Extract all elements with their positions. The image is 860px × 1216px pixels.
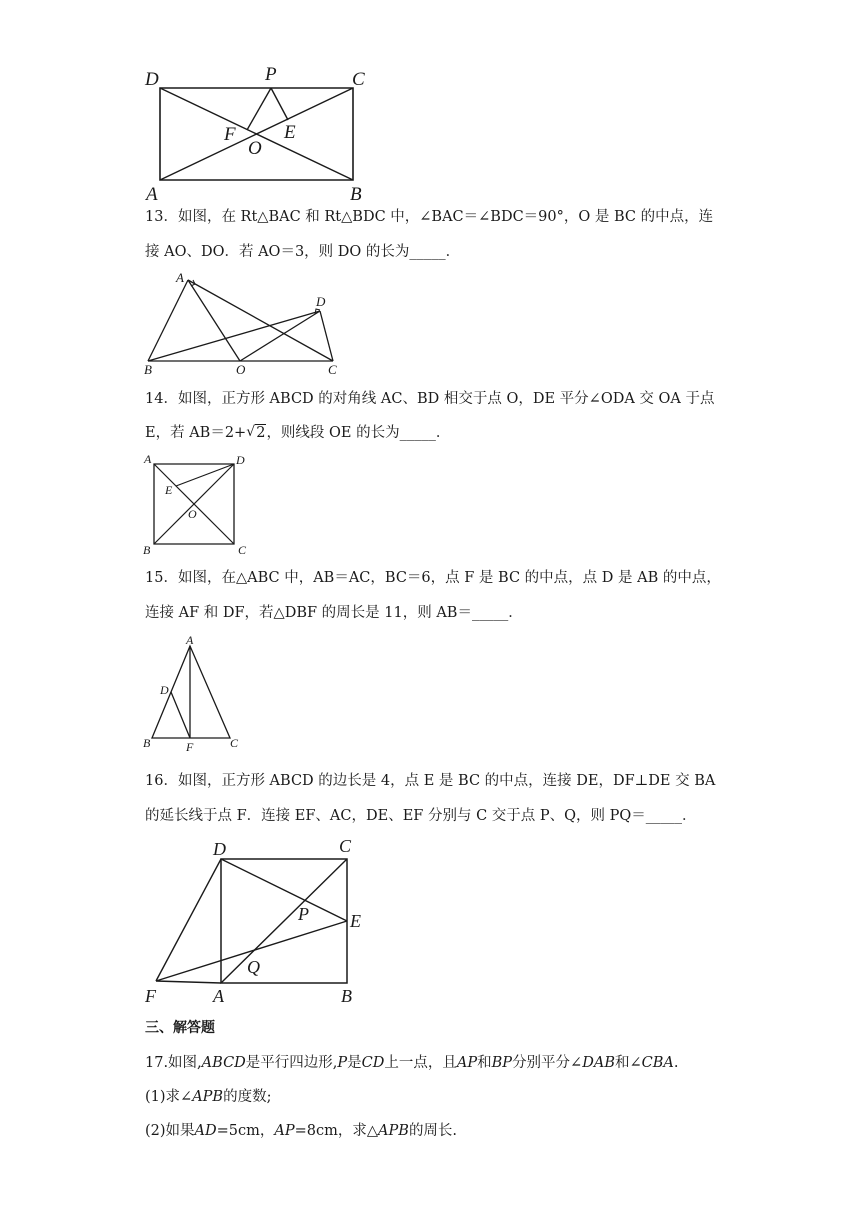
- fig12-label-o: O: [248, 138, 262, 159]
- fig13-label-b: B: [144, 362, 152, 377]
- fig12-label-e: E: [284, 122, 296, 143]
- fig13-label-o: O: [236, 362, 246, 377]
- fig15-label-f: F: [186, 740, 194, 754]
- fig12-label-p: P: [265, 64, 277, 85]
- fig12-segment-pe: [271, 88, 288, 120]
- q17-var: ABCD: [201, 1055, 246, 1071]
- fig16-label-a: A: [213, 986, 224, 1006]
- q14-line-1: 14．如图，正方形 ABCD 的对角线 AC、BD 相交于点 O，DE 平分∠ODA 交 OA 于点: [145, 391, 715, 407]
- fig12-segment-pf: [247, 88, 271, 130]
- q17-part-1: [145, 1087, 271, 1107]
- fig16-label-b: B: [341, 986, 352, 1006]
- q13-line-2: 接 AO、DO．若 AO＝3，则 DO 的长为_____．: [145, 244, 461, 260]
- q15-line-1: 15．如图，在△ABC 中，AB＝AC，BC＝6，点 F 是 BC 的中点，点 D 是 AB 的中点，: [145, 570, 721, 586]
- q17-var: CBA: [641, 1055, 674, 1071]
- q17-part2-var: AD: [194, 1123, 217, 1139]
- q14-line-2: [145, 423, 450, 443]
- q17-var: DAB: [582, 1055, 615, 1071]
- fig16-label-c: C: [339, 836, 352, 856]
- q17-text: 上一点，且: [384, 1055, 457, 1071]
- q17-var: P: [337, 1055, 348, 1071]
- figure-15: [140, 632, 250, 757]
- section-heading: 三、解答题: [145, 1020, 215, 1036]
- q17-part1-text: 的度数;: [223, 1089, 272, 1105]
- fig16-label-d: D: [213, 839, 226, 859]
- q17-text: 分别平分∠: [512, 1055, 583, 1071]
- fig15-label-c: C: [230, 736, 239, 750]
- figure-13: [140, 268, 350, 378]
- fig12-label-d: D: [145, 69, 159, 90]
- q14-line-2-suffix: ，则线段 OE 的长为_____．: [266, 425, 451, 441]
- q17-var: CD: [361, 1055, 385, 1071]
- fig13-label-d: D: [316, 294, 326, 309]
- q17-part2-var: AP: [274, 1123, 295, 1139]
- fig13-label-a: A: [176, 270, 184, 285]
- q17-part1-text: (1)求∠: [145, 1089, 193, 1105]
- q17-text: 是: [347, 1055, 362, 1071]
- q17-intro: [145, 1053, 678, 1073]
- q17-var: AP: [456, 1055, 478, 1071]
- fig15-label-d: D: [160, 683, 169, 697]
- q13-line-1: 13．如图，在 Rt△BAC 和 Rt△BDC 中，∠BAC＝∠BDC＝90°，O 是 BC 的中点，连: [145, 209, 714, 225]
- fig12-label-a: A: [146, 184, 158, 205]
- fig14-label-e: E: [165, 483, 173, 497]
- fig12-label-f: F: [224, 124, 236, 145]
- fig14-label-c: C: [238, 543, 247, 557]
- q16-line-1: 16．如图，正方形 ABCD 的边长是 4，点 E 是 BC 的中点，连接 DE，DF⊥DE 交 BA: [145, 773, 716, 789]
- q17-text: 是平行四边形,: [245, 1055, 338, 1071]
- fig16-label-e: E: [350, 911, 361, 931]
- q17-part1-var: APB: [192, 1089, 224, 1105]
- fig12-label-c: C: [352, 69, 365, 90]
- q17-text: 和∠: [614, 1055, 642, 1071]
- q17-text: 和: [477, 1055, 492, 1071]
- fig14-label-o: O: [188, 507, 197, 521]
- fig16-label-q: Q: [247, 957, 260, 977]
- fig15-label-a: A: [186, 633, 194, 647]
- fig15-label-b: B: [143, 736, 151, 750]
- q14-line-2-prefix: E，若 AB＝2+: [145, 425, 247, 441]
- figure-12: [140, 60, 370, 205]
- q17-part2-text: (2)如果: [145, 1123, 195, 1139]
- q17-part2-text: 的周长.: [408, 1123, 458, 1139]
- fig16-label-f: F: [145, 986, 156, 1006]
- q17-part2-var: APB: [378, 1123, 409, 1139]
- fig12-label-b: B: [350, 184, 362, 205]
- q14-radicand: 2: [256, 425, 266, 441]
- fig14-label-d: D: [236, 453, 245, 467]
- q17-part-2: [145, 1121, 457, 1141]
- sqrt-symbol: [246, 423, 266, 443]
- q17-var: BP: [491, 1055, 513, 1071]
- q15-line-2: 连接 AF 和 DF，若△DBF 的周长是 11，则 AB＝_____．: [145, 605, 523, 621]
- q17-part2-text: =5cm，: [216, 1123, 275, 1139]
- fig14-label-b: B: [143, 543, 151, 557]
- q17-text: 17.如图,: [145, 1055, 202, 1071]
- q16-line-2: 的延长线于点 F．连接 EF、AC，DE、EF 分别与 C 交于点 P、Q，则 PQ＝_____．: [145, 808, 697, 824]
- fig16-label-p: P: [298, 904, 309, 924]
- fig13-label-c: C: [328, 362, 337, 377]
- fig14-label-a: A: [144, 452, 152, 466]
- figure-16: [140, 835, 375, 1010]
- q17-text: .: [673, 1055, 679, 1071]
- q17-part2-text: =8cm，求△: [294, 1123, 379, 1139]
- figure-14: [140, 450, 255, 558]
